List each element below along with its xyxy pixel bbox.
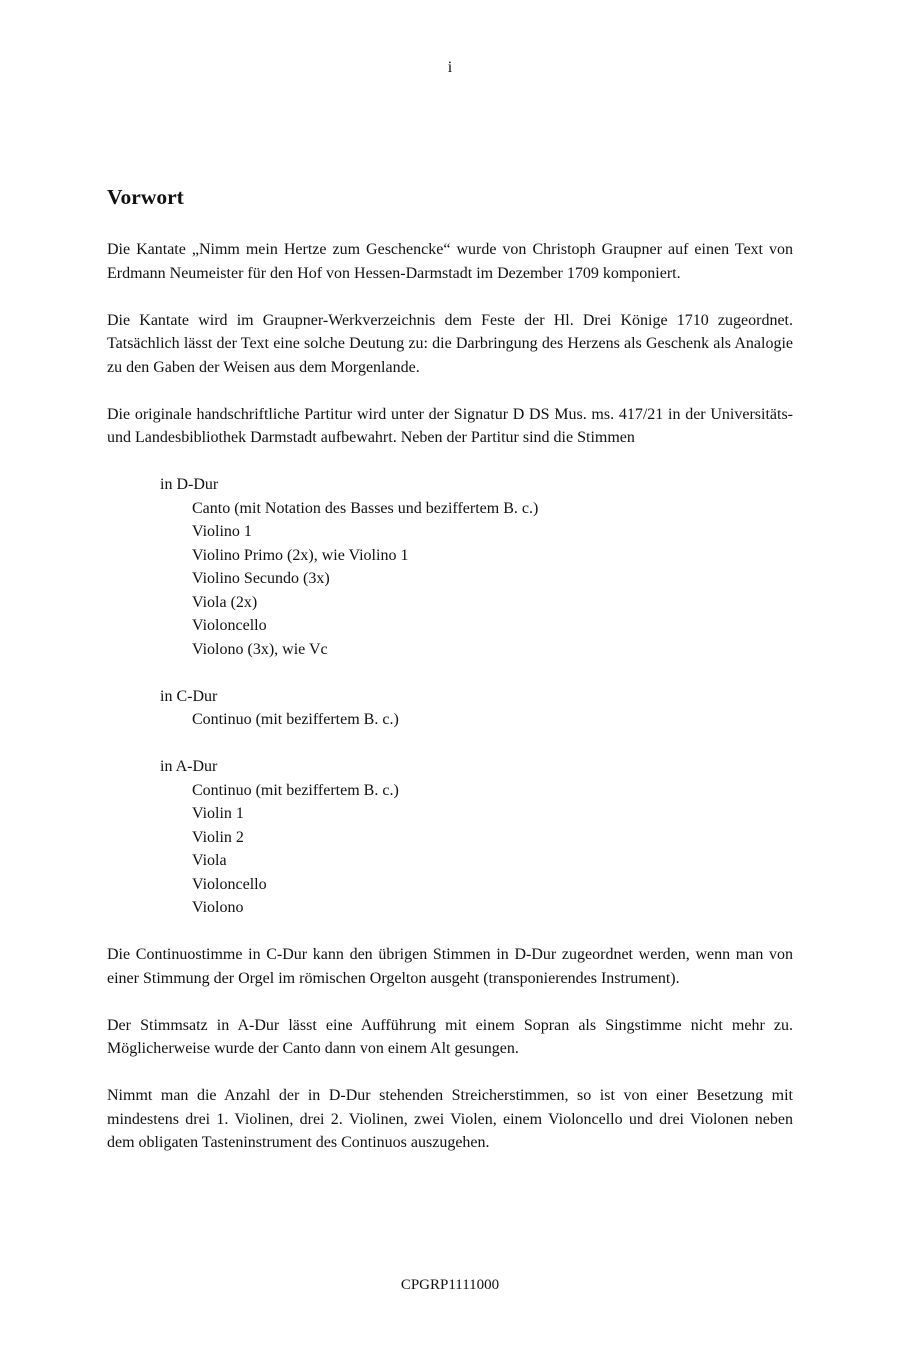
voice-part: Violin 1 [192, 805, 244, 822]
document-id-footer: CPGRP1111000 [400, 1277, 500, 1293]
voice-part: Violino Primo (2x), wie Violino 1 [192, 546, 409, 564]
voice-part: Viola [192, 852, 227, 869]
voice-part: Continuo (mit beziffertem B. c.) [192, 781, 399, 799]
document-body [107, 183, 793, 1178]
voice-part: Continuo (mit beziffertem B. c.) [192, 711, 399, 728]
voice-group-c-dur [107, 685, 793, 732]
paragraph-dating: Die Kantate wird im Graupner-Werkverzeichnis dem Feste der Hl. Drei Könige 1710 zugeordnet. Tatsächlich lässt der Text eine solche Deutung zu: die Darbringung des Herzens als Geschenk als Analogie zu den Gaben der Weisen aus dem Morgenlande. [107, 311, 793, 376]
voice-part: Violono (3x), wie Vc [192, 640, 328, 658]
voice-group-parts [160, 779, 793, 920]
voice-part: Violin 2 [192, 828, 244, 846]
voice-part: Violino Secundo (3x) [192, 570, 330, 587]
paragraph-source: Die originale handschriftliche Partitur wird unter der Signatur D DS Mus. ms. 417/21 in der Universitäts- und Landesbibliothek Darmstadt aufbewahrt. Neben der Partitur sind die Stimmen [107, 405, 793, 446]
voice-group-a-dur [107, 755, 793, 920]
voice-part: Canto (mit Notation des Basses und beziffertem B. c.) [192, 499, 539, 517]
voice-list [107, 473, 793, 920]
paragraph-a-dur-note: Der Stimmsatz in A-Dur lässt eine Aufführung mit einem Sopran als Singstimme nicht mehr zu. Möglicherweise wurde der Canto dann von einem Alt gesungen. [107, 1016, 793, 1057]
page-number: i [447, 59, 453, 76]
voice-group-parts [160, 708, 793, 732]
paragraph-continuo-note: Die Continuostimme in C-Dur kann den übrigen Stimmen in D-Dur zugeordnet werden, wenn man von einer Stimmung der Orgel im römischen Orgelton ausgeht (transponierendes Instrument). [107, 946, 793, 987]
voice-group-key: in C-Dur [160, 687, 218, 705]
voice-part: Violono [192, 899, 244, 916]
voice-group-key: in A-Dur [160, 758, 218, 775]
voice-group-d-dur [107, 473, 793, 661]
page-title: Vorwort [107, 185, 184, 209]
paragraph-intro: Die Kantate „Nimm mein Hertze zum Geschencke“ wurde von Christoph Graupner auf einen Text von Erdmann Neumeister für den Hof von Hessen-Darmstadt im Dezember 1709 komponiert. [107, 241, 793, 282]
voice-part: Violino 1 [192, 523, 252, 540]
voice-part: Violoncello [192, 875, 267, 893]
voice-part: Violoncello [192, 617, 267, 634]
voice-group-parts [160, 497, 793, 662]
paragraph-scoring: Nimmt man die Anzahl der in D-Dur stehenden Streicherstimmen, so ist von einer Besetzung mit mindestens drei 1. Violinen, drei 2. Violinen, zwei Violen, einem Violoncello und drei Violonen neben dem obligaten Tasteninstrument des Continuos auszugehen. [107, 1087, 793, 1151]
voice-part: Viola (2x) [192, 593, 258, 611]
voice-group-key: in D-Dur [160, 476, 219, 493]
